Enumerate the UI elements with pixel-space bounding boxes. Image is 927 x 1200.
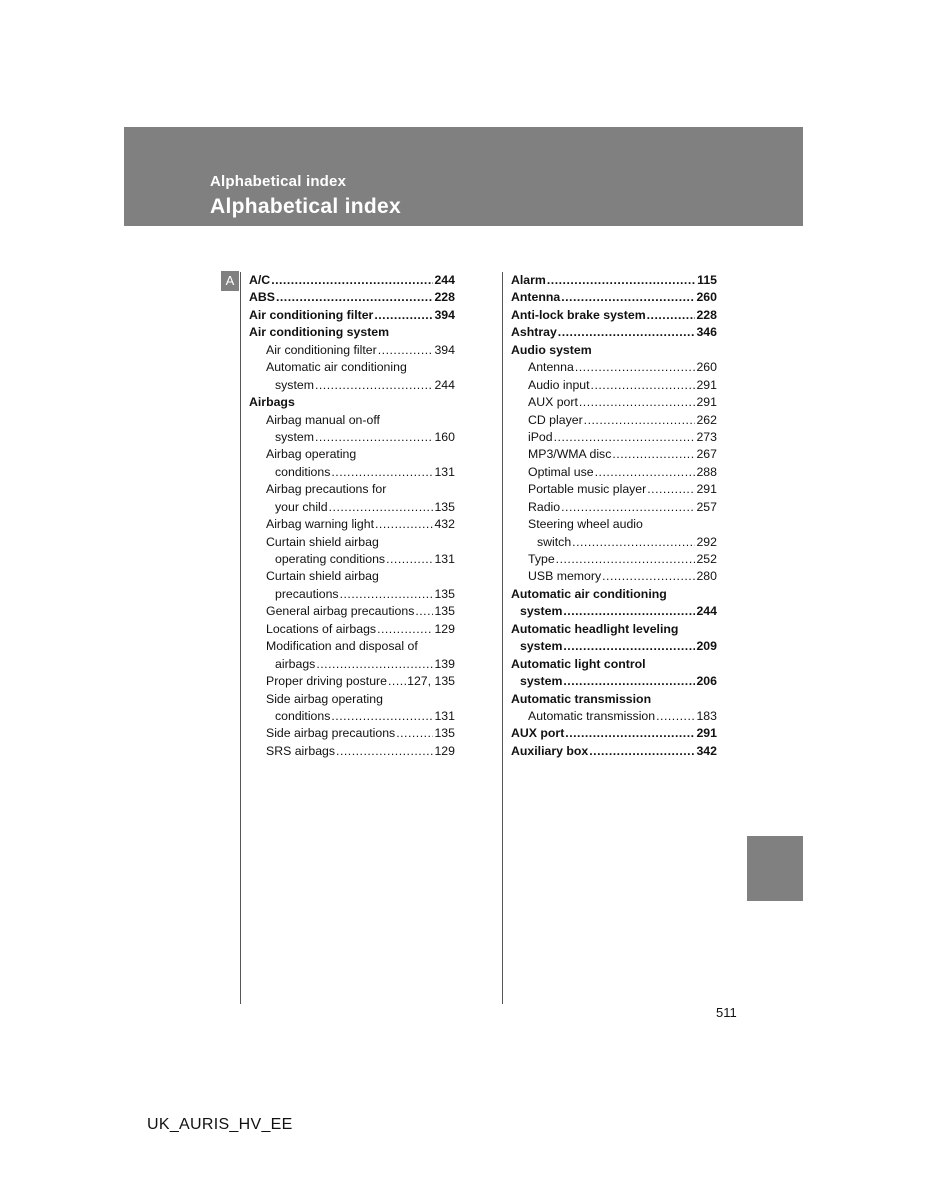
index-entry-text: system xyxy=(275,377,314,392)
index-entry-text: conditions xyxy=(275,464,331,479)
index-entry-page: 260 xyxy=(696,360,717,375)
index-entry xyxy=(511,430,717,447)
dot-leader xyxy=(547,274,696,286)
index-entry-text: Airbags xyxy=(249,395,295,410)
index-entry-page: 291 xyxy=(696,377,717,392)
index-entry-text: A/C xyxy=(249,273,271,287)
index-entry-page: 291 xyxy=(696,482,717,497)
index-entry-page: 257 xyxy=(696,499,717,514)
index-entry-page: 291 xyxy=(696,395,717,410)
index-column-right xyxy=(511,273,717,761)
index-entry-text: conditions xyxy=(275,708,331,723)
dot-leader xyxy=(396,727,433,739)
index-entry-text: Automatic transmission xyxy=(528,708,656,723)
index-entry xyxy=(249,378,455,395)
dot-leader xyxy=(375,518,433,530)
index-entry-text: Ashtray xyxy=(511,325,557,340)
index-entry-text: Anti-lock brake system xyxy=(511,307,646,322)
index-entry-page: 291 xyxy=(696,726,717,741)
index-entry-page: 135 xyxy=(434,726,455,741)
dot-leader xyxy=(276,291,434,303)
index-entry-text: Optimal use xyxy=(528,464,594,479)
index-entry xyxy=(511,622,717,639)
index-entry xyxy=(249,360,455,377)
index-entry-text: Air conditioning system xyxy=(249,325,390,340)
index-entry-page: 394 xyxy=(434,342,455,357)
index-entry-text: Automatic headlight leveling xyxy=(511,621,679,636)
index-entry-text: Steering wheel audio xyxy=(528,517,643,532)
index-entry-text: SRS airbags xyxy=(266,743,336,758)
index-entry xyxy=(511,273,717,290)
index-entry-text: Side airbag precautions xyxy=(266,726,396,741)
dot-leader xyxy=(565,727,695,739)
index-entry-text: Alarm xyxy=(511,273,546,287)
dot-leader xyxy=(329,501,434,513)
index-entry-text: Air conditioning filter xyxy=(266,342,377,357)
index-entry-text: system xyxy=(520,674,563,689)
dot-leader xyxy=(575,361,696,373)
dot-leader xyxy=(374,309,433,321)
index-entry-page: 228 xyxy=(696,307,717,322)
index-entry-text: AUX port xyxy=(511,726,565,741)
section-label: Alphabetical index xyxy=(210,173,347,190)
index-entry xyxy=(511,657,717,674)
index-entry-page: 346 xyxy=(696,325,717,340)
dot-leader xyxy=(315,431,434,443)
index-entry-text: system xyxy=(275,429,314,444)
index-entry-text: Airbag operating xyxy=(266,447,357,462)
index-entry-text: precautions xyxy=(275,586,339,601)
index-entry-page: 288 xyxy=(696,464,717,479)
index-entry-text: Airbag warning light xyxy=(266,517,375,532)
index-entry-page: 139 xyxy=(434,656,455,671)
index-entry xyxy=(249,587,455,604)
dot-leader xyxy=(563,675,695,687)
index-entry-page: 432 xyxy=(434,517,455,532)
index-entry xyxy=(249,343,455,360)
dot-leader xyxy=(336,745,433,757)
dot-leader xyxy=(584,414,696,426)
dot-leader xyxy=(561,291,695,303)
index-entry-text: Curtain shield airbag xyxy=(266,534,379,549)
index-entry xyxy=(249,604,455,621)
dot-leader xyxy=(563,640,695,652)
dot-leader xyxy=(556,553,696,565)
index-entry-text: ABS xyxy=(249,290,275,305)
index-entry-page: 131 xyxy=(434,552,455,566)
index-entry-page: 244 xyxy=(434,273,455,287)
index-entry-page: 135 xyxy=(434,499,455,514)
index-entry xyxy=(511,535,717,552)
index-entry-text: switch xyxy=(537,534,572,549)
page-title: Alphabetical index xyxy=(210,195,401,218)
dot-leader xyxy=(316,658,433,670)
index-entry xyxy=(249,430,455,447)
letter-tab: A xyxy=(221,271,239,291)
index-entry-page: 127, 135 xyxy=(407,674,455,689)
index-entry-page: 260 xyxy=(696,290,717,305)
index-entry xyxy=(511,709,717,726)
dot-leader xyxy=(558,326,696,338)
index-entry xyxy=(511,744,717,761)
index-entry-text: Radio xyxy=(528,499,561,514)
index-entry xyxy=(249,465,455,482)
index-entry-text: USB memory xyxy=(528,569,602,584)
index-entry xyxy=(249,552,455,569)
index-entry xyxy=(511,604,717,621)
index-entry-page: 135 xyxy=(434,586,455,601)
index-entry xyxy=(249,657,455,674)
footer-code: UK_AURIS_HV_EE xyxy=(147,1116,293,1133)
index-entry-text: Airbag manual on-off xyxy=(266,412,380,427)
index-entry xyxy=(249,692,455,709)
dot-leader xyxy=(561,501,695,513)
index-entry xyxy=(511,692,717,709)
dot-leader xyxy=(388,675,406,687)
index-entry-text: Type xyxy=(528,552,555,566)
index-entry-text: AUX port xyxy=(528,395,578,410)
index-entry-page: 135 xyxy=(434,604,455,619)
index-entry-page: 115 xyxy=(697,273,717,287)
dot-leader xyxy=(591,379,696,391)
index-entry xyxy=(249,290,455,307)
index-entry xyxy=(249,709,455,726)
dot-leader xyxy=(647,309,696,321)
index-entry-text: Airbag precautions for xyxy=(266,482,387,497)
index-entry-page: 267 xyxy=(696,447,717,462)
dot-leader xyxy=(415,605,433,617)
index-entry-text: iPod xyxy=(528,429,553,444)
index-entry xyxy=(249,622,455,639)
index-entry xyxy=(249,273,455,290)
index-entry xyxy=(511,482,717,499)
index-entry-text: Antenna xyxy=(528,360,574,375)
index-entry-text: operating conditions xyxy=(275,552,386,566)
index-entry-text: MP3/WMA disc xyxy=(528,447,612,462)
index-entry-page: 273 xyxy=(696,429,717,444)
dot-leader xyxy=(378,344,434,356)
index-entry xyxy=(249,500,455,517)
index-entry-text: Audio input xyxy=(528,377,590,392)
page-number: 511 xyxy=(716,1005,737,1020)
index-entry-text: system xyxy=(520,604,563,619)
index-entry-page: 160 xyxy=(434,429,455,444)
index-entry-text: Curtain shield airbag xyxy=(266,569,379,584)
index-entry-text: Portable music player xyxy=(528,482,647,497)
dot-leader xyxy=(647,483,695,495)
dot-leader xyxy=(386,553,433,565)
middle-column-rule xyxy=(502,272,503,1004)
index-entry-page: 131 xyxy=(434,708,455,723)
index-entry xyxy=(511,395,717,412)
index-entry xyxy=(511,552,717,569)
index-entry-page: 252 xyxy=(696,552,717,566)
index-entry-page: 209 xyxy=(696,639,717,654)
index-entry xyxy=(511,726,717,743)
dot-leader xyxy=(656,710,695,722)
dot-leader xyxy=(579,396,696,408)
index-entry xyxy=(511,674,717,691)
index-entry-page: 280 xyxy=(696,569,717,584)
index-entry xyxy=(511,500,717,517)
index-entry xyxy=(249,535,455,552)
index-entry-text: Audio system xyxy=(511,342,592,357)
index-entry xyxy=(249,325,455,342)
index-entry xyxy=(511,290,717,307)
dot-leader xyxy=(331,710,433,722)
index-entry-text: Automatic air conditioning xyxy=(511,586,667,601)
index-entry-page: 129 xyxy=(434,621,455,636)
index-entry-text: Locations of airbags xyxy=(266,621,377,636)
index-entry xyxy=(511,587,717,604)
left-column-rule xyxy=(240,272,241,1004)
index-entry-text: Proper driving posture xyxy=(266,674,387,689)
header-band xyxy=(124,127,803,226)
index-entry-page: 394 xyxy=(434,307,455,322)
dot-leader xyxy=(271,274,433,286)
index-entry-page: 129 xyxy=(434,743,455,758)
index-entry xyxy=(249,413,455,430)
dot-leader xyxy=(589,745,695,757)
index-entry-page: 262 xyxy=(696,412,717,427)
dot-leader xyxy=(563,605,695,617)
index-entry xyxy=(249,639,455,656)
index-entry xyxy=(249,308,455,325)
dot-leader xyxy=(572,536,695,548)
index-entry-text: Automatic transmission xyxy=(511,691,652,706)
index-entry xyxy=(511,325,717,342)
index-entry xyxy=(511,569,717,586)
index-entry-text: Automatic light control xyxy=(511,656,646,671)
dot-leader xyxy=(331,466,433,478)
index-entry-text: Antenna xyxy=(511,290,561,305)
index-entry xyxy=(249,726,455,743)
index-entry-text: CD player xyxy=(528,412,583,427)
index-entry-text: airbags xyxy=(275,656,316,671)
index-entry xyxy=(249,395,455,412)
index-entry-text: your child xyxy=(275,499,328,514)
index-entry-text: Auxiliary box xyxy=(511,743,589,758)
index-entry xyxy=(249,744,455,761)
dot-leader xyxy=(595,466,696,478)
index-entry-text: Automatic air conditioning xyxy=(266,360,407,375)
index-entry xyxy=(511,308,717,325)
index-entry xyxy=(249,674,455,691)
index-entry xyxy=(249,482,455,499)
index-entry-page: 183 xyxy=(696,708,717,723)
index-entry xyxy=(249,447,455,464)
dot-leader xyxy=(377,623,433,635)
index-entry xyxy=(249,569,455,586)
index-entry-page: 342 xyxy=(696,743,717,758)
index-entry-text: Side airbag operating xyxy=(266,691,383,706)
index-entry xyxy=(511,378,717,395)
index-entry-text: system xyxy=(520,639,563,654)
index-entry-page: 131 xyxy=(434,464,455,479)
index-entry-text: General airbag precautions xyxy=(266,604,415,619)
index-entry-page: 244 xyxy=(434,377,455,392)
index-entry xyxy=(511,517,717,534)
index-entry-page: 228 xyxy=(434,290,455,305)
index-entry-page: 292 xyxy=(696,534,717,549)
dot-leader xyxy=(554,431,696,443)
index-entry-text: Air conditioning filter xyxy=(249,307,374,322)
index-entry-page: 206 xyxy=(696,674,717,689)
index-column-left xyxy=(249,273,455,761)
index-entry-text: Modification and disposal of xyxy=(266,639,418,654)
dot-leader xyxy=(612,448,695,460)
index-entry xyxy=(511,465,717,482)
index-entry xyxy=(511,343,717,360)
dot-leader xyxy=(340,588,434,600)
index-entry xyxy=(511,413,717,430)
index-entry xyxy=(511,639,717,656)
section-side-tab xyxy=(747,836,803,901)
index-entry xyxy=(511,360,717,377)
dot-leader xyxy=(602,570,695,582)
index-entry-page: 244 xyxy=(696,604,717,619)
index-entry xyxy=(249,517,455,534)
index-entry xyxy=(511,447,717,464)
dot-leader xyxy=(315,379,434,391)
